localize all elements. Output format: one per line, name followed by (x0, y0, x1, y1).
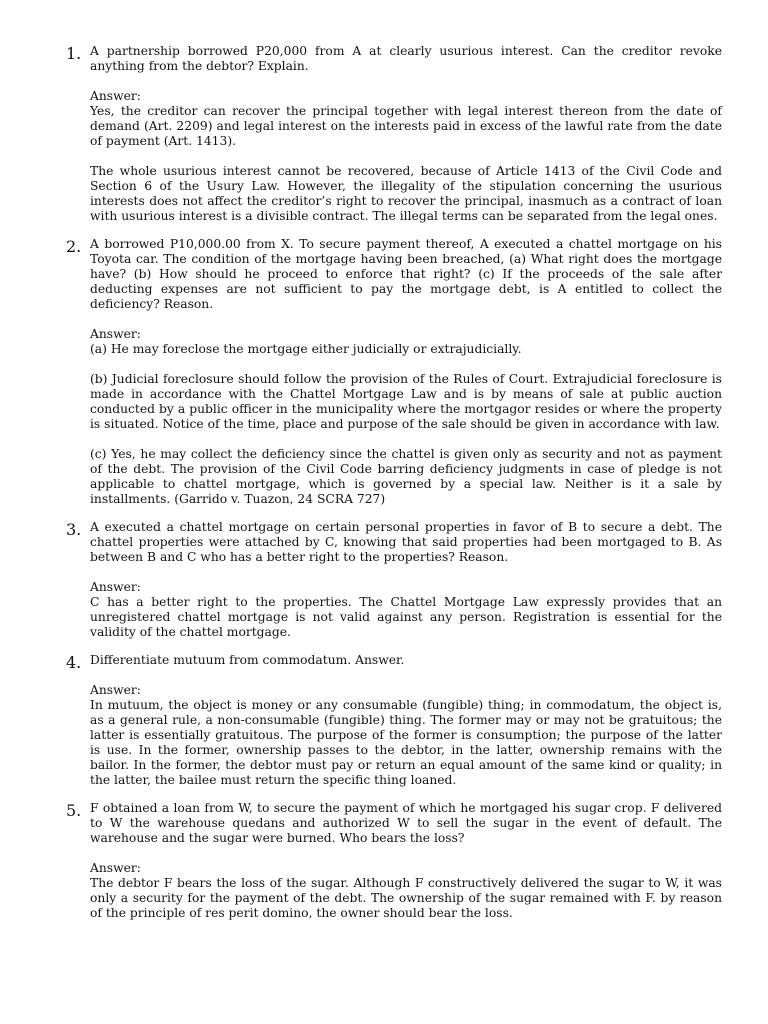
answer-paragraph: Yes, the creditor can recover the principal together with legal interest thereon from the date of demand (Art. 2209) and legal interest on the interests paid in excess of the lawful rate from the date of payment (Art. 1413). (90, 104, 722, 148)
question-item-2 (58, 237, 722, 507)
answer-paragraph: The whole usurious interest cannot be recovered, because of Article 1413 of the Civil Code and Section 6 of the Usury Law. However, the illegality of the stipulation concerning the usurious interests does not affect the creditor’s right to recover the principal, inasmuch as a contract of loan with usurious interest is a divisible contract. The illegal terms can be separated from the legal ones. (90, 164, 722, 223)
question-item-5 (58, 801, 722, 921)
answer-label: Answer: (90, 89, 141, 103)
question-text: A borrowed P10,000.00 from X. To secure payment thereof, A executed a chattel mortgage on his Toyota car. The condition of the mortgage having been breached, (a) What right does the mortgage have? (b) How should he proceed to enforce that right? (c) If the proceeds of the sale after deducting expenses are not sufficient to pay the mortgage debt, is A entitled to collect the deficiency? Reason. (90, 237, 722, 311)
answer-paragraph: (a) He may foreclose the mortgage either judicially or extrajudicially. (90, 342, 522, 356)
answer-label: Answer: (90, 683, 141, 697)
question-item-3 (58, 520, 722, 640)
question-number: 5. (66, 801, 82, 820)
answer-paragraph: C has a better right to the properties. The Chattel Mortgage Law expressly provides that an unregistered chattel mortgage is not valid against any person. Registration is essential for the validity of the chattel mortgage. (90, 595, 722, 639)
question-item-4 (58, 653, 722, 788)
question-number: 2. (66, 237, 82, 256)
answer-label: Answer: (90, 861, 141, 875)
answer-paragraph: In mutuum, the object is money or any consumable (fungible) thing; in commodatum, the object is, as a general rule, a non-consumable (fungible) thing. The former may or may not be gratuitous; the latter is essentially gratuitous. The purpose of the former is consumption; the purpose of the latter is use. In the former, ownership passes to the debtor, in the latter, ownership remains with the bailor. In the former, the debtor must pay or return an equal amount of the same kind or quality; in the latter, the bailee must return the specific thing loaned. (90, 698, 722, 787)
answer-label: Answer: (90, 327, 141, 341)
answer-paragraph: (c) Yes, he may collect the deficiency since the chattel is given only as security and not as payment of the debt. The provision of the Civil Code barring deficiency judgments in case of pledge is not applicable to chattel mortgage, which is governed by a special law. Neither is it a sale by installments. (Garrido v. Tuazon, 24 SCRA 727) (90, 447, 722, 506)
question-number: 4. (66, 653, 82, 672)
question-list (58, 44, 722, 934)
question-text: F obtained a loan from W, to secure the payment of which he mortgaged his sugar crop. F delivered to W the warehouse quedans and authorized W to sell the sugar in the event of default. The warehouse and the sugar were burned. Who bears the loss? (90, 801, 722, 845)
question-text: A executed a chattel mortgage on certain personal properties in favor of B to secure a debt. The chattel properties were attached by C, knowing that said properties had been mortgaged to B. As between B and C who has a better right to the properties? Reason. (90, 520, 722, 564)
question-text: A partnership borrowed P20,000 from A at clearly usurious interest. Can the creditor revoke anything from the debtor? Explain. (90, 44, 722, 73)
answer-label: Answer: (90, 580, 141, 594)
question-item-1 (58, 44, 722, 224)
question-number: 3. (66, 520, 82, 539)
question-text: Differentiate mutuum from commodatum. Answer. (90, 653, 405, 667)
question-number: 1. (66, 44, 82, 63)
answer-paragraph: The debtor F bears the loss of the sugar. Although F constructively delivered the sugar to W, it was only a security for the payment of the debt. The ownership of the sugar remained with F. by reason of the principle of res perit domino, the owner should bear the loss. (90, 876, 722, 920)
answer-paragraph: (b) Judicial foreclosure should follow the provision of the Rules of Court. Extrajudicial foreclosure is made in accordance with the Chattel Mortgage Law and is by means of sale at public auction conducted by a public officer in the municipality where the mortgagor resides or where the property is situated. Notice of the time, place and purpose of the sale should be given in accordance with law. (90, 372, 722, 431)
